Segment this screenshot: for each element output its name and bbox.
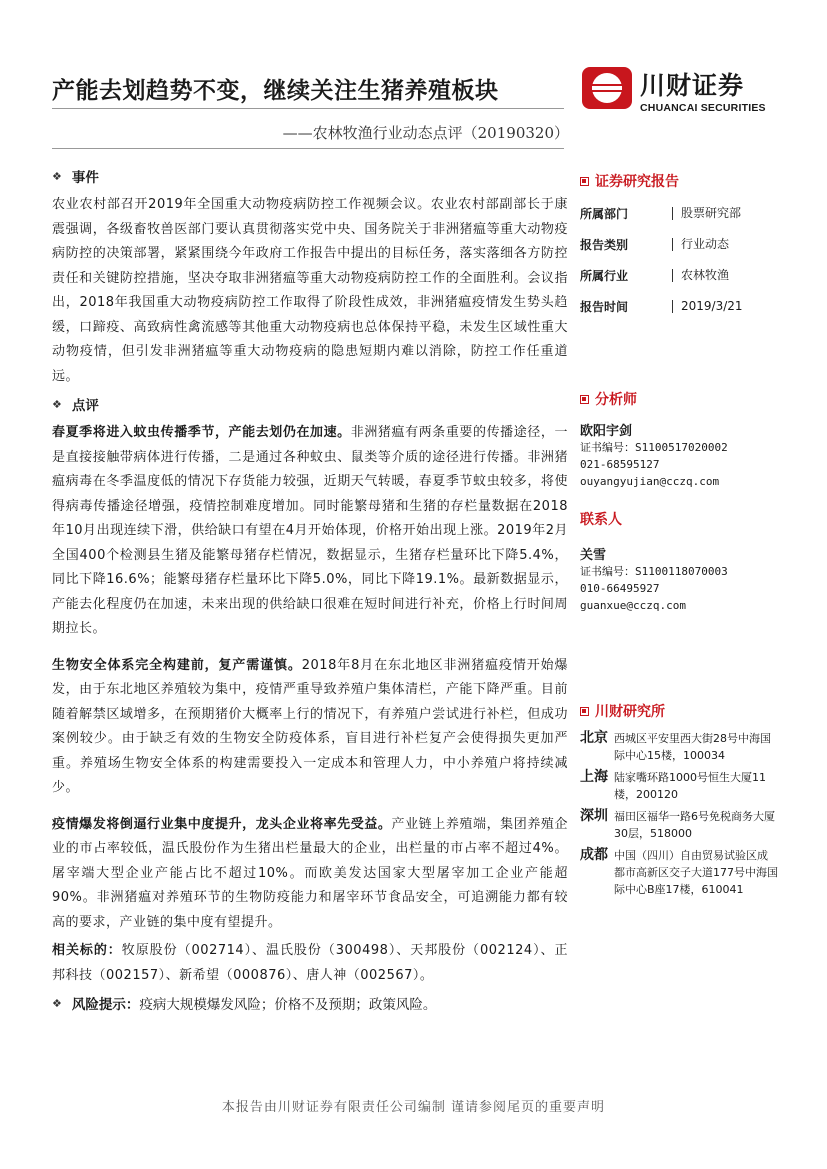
office-chengdu: 成都 中国（四川）自由贸易试验区成都市高新区交子大道177号中海国际中心B座17楼，610041: [580, 847, 778, 896]
diamond-bullet-icon: ❖: [52, 397, 62, 411]
analyst-phone: 021-68595127: [580, 458, 660, 471]
main-content: [52, 165, 568, 1020]
institute-heading: 川财研究所: [580, 700, 780, 722]
event-paragraph: 农业农村部召开2019年全国重大动物疫病防控工作视频会议。农业农村部副部长于康震强调，各级畜牧兽医部门要认真贯彻落实党中央、国务院关于非洲猪瘟等重大动物疫病防控的决策部署，紧紧围绕今年政府工作报告中提出的目标任务，落实落细各方防控责任和关键防控措施，坚决夺取非洲猪瘟等重大动物疫病防控工作的全面胜利。会议指出，2018年我国重大动物疫病防控工作取得了阶段性成效，非洲猪瘟疫情发生势头趋缓，口蹄疫、高致病性禽流感等其他重大动物疫病也总体保持平稳，未发生区域性重大动物疫情，但引发非洲猪瘟等重大动物疫病的隐患短期内难以消除，防控工作任重道远。: [52, 197, 568, 384]
subtitle-divider: [52, 148, 564, 149]
brand-name-en: CHUANCAI SECURITIES: [640, 102, 766, 114]
contact-phone: 010-66495927: [580, 582, 660, 595]
diamond-bullet-icon: ❖: [52, 996, 62, 1010]
report-title: 产能去划趋势不变，继续关注生猪养殖板块: [52, 78, 499, 104]
office-shenzhen: 深圳 福田区福华一路6号免税商务大厦30层，518000: [580, 808, 775, 840]
report-info-heading: 证券研究报告: [580, 170, 780, 192]
risk-warning: ❖ 风险提示： 疫病大规模爆发风险；价格不及预期；政策风险。: [52, 996, 437, 1013]
info-row-category: 报告类别 行业动态: [580, 237, 730, 252]
contact-name: 关雪: [580, 548, 607, 563]
chuancai-logo-icon: [581, 66, 633, 110]
contact-cert: 证书编号：S1100118070003: [580, 565, 728, 578]
analyst-cert: 证书编号：S1100517020002: [580, 441, 728, 454]
title-divider: [52, 108, 564, 109]
analyst-name: 欧阳宇剑: [580, 424, 633, 439]
analyst-email[interactable]: ouyangyujian@cczq.com: [580, 475, 720, 488]
comment-paragraph-1: 春夏季将进入蚊虫传播季节，产能去划仍在加速。非洲猪瘟有两条重要的传播途径，一是直接接触带病体进行传播，二是通过各种蚊虫、鼠类等介质的途径进行传播。非洲猪瘟病毒在冬季温度低的情况下存货能力较强，近期天气转暖，春夏季节蚊虫较多，将使得病毒传播途径增强，疫情控制难度增加。同时能繁母猪和生猪的存栏量数据在2018年10月出现连续下滑，供给缺口有望在4月开始体现，价格开始出现上涨。2019年2月全国400个检测县生猪及能繁母猪存栏情况，数据显示，生猪存栏量环比下降5.4%，同比下降16.6%；能繁母猪存栏量环比下降5.0%，同比下降19.1%。最新数据显示，产能去化程度仍在加速，未来出现的供给缺口很难在短时间进行补充，价格上行时间周期拉长。: [52, 425, 568, 636]
report-subtitle: ——农林牧渔行业动态点评（20190320）: [282, 124, 569, 142]
info-row-industry: 所属行业 农林牧渔: [580, 268, 730, 283]
contact-heading: 联系人: [580, 512, 622, 528]
comment-heading: ❖ 点评: [52, 397, 99, 414]
diamond-bullet-icon: ❖: [52, 169, 62, 183]
related-stocks: 相关标的：牧原股份（002714）、温氏股份（300498）、天邦股份（002124）、正邦科技（002157）、新希望（000876）、唐人神（002567）。: [52, 943, 568, 983]
comment-paragraph-2: 生物安全体系完全构建前，复产需谨慎。2018年8月在东北地区非洲猪瘟疫情开始爆发，由于东北地区养殖较为集中，疫情严重导致养殖户集体清栏，产能下降严重。目前随着解禁区域增多，在预期猪价大概率上行的情况下，有养殖户尝试进行补栏，但成功案例较少。由于缺乏有效的生物安全防疫体系，盲目进行补栏复产会使得损失更加严重。养殖场生物安全体系的构建需要投入一定成本和管理人力，中小养殖户将持续减少。: [52, 657, 568, 795]
page-footer: 本报告由川财证券有限责任公司编制 谨请参阅尾页的重要声明: [221, 1100, 606, 1115]
contact-email[interactable]: guanxue@cczq.com: [580, 599, 686, 612]
square-bullet-icon: [580, 177, 589, 186]
office-shanghai: 上海 陆家嘴环路1000号恒生大厦11楼，200120: [580, 769, 766, 801]
square-bullet-icon: [580, 395, 589, 404]
analyst-heading: 分析师: [580, 388, 780, 410]
square-bullet-icon: [580, 707, 589, 716]
office-beijing: 北京 西城区平安里西大街28号中海国际中心15楼，100034: [580, 730, 771, 762]
info-row-date: 报告时间 2019/3/21: [580, 299, 743, 314]
comment-paragraph-3: 疫情爆发将倒逼行业集中度提升，龙头企业将率先受益。产业链上养殖端，集团养殖企业的市占率较低，温氏股份作为生猪出栏量最大的企业，出栏量的市占率不超过4%。屠宰端大型企业产能占比不超过10%。而欧美发达国家大型屠宰加工企业产能超90%。非洲猪瘟对养殖环节的生物防疫能力和屠宰环节食品安全，可追溯能力都有较高的要求，产业链的集中度有望提升。: [52, 816, 568, 930]
brand-name-cn: 川财证券: [640, 71, 745, 100]
event-heading: ❖ 事件: [52, 169, 99, 186]
sidebar: [580, 170, 780, 903]
info-row-department: 所属部门 股票研究部: [580, 206, 742, 221]
